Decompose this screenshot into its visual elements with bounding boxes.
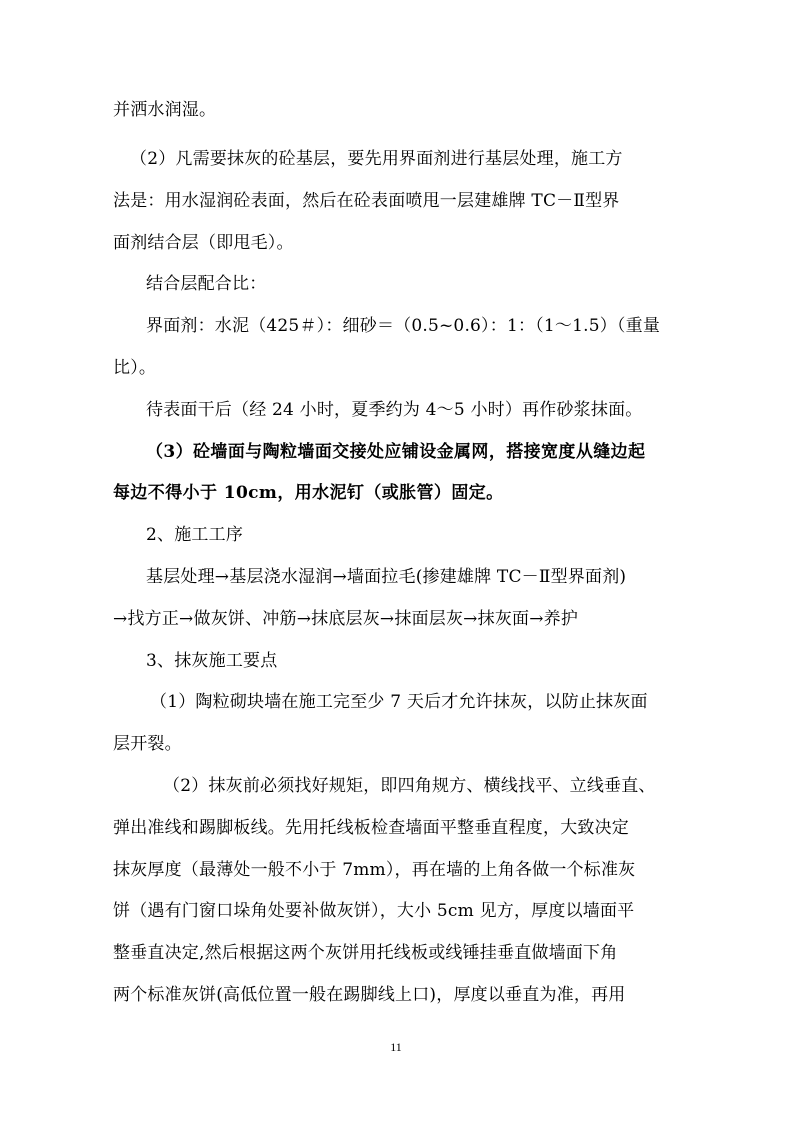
text-line-20: 饼（遇有门窗口垛角处要补做灰饼），大小 5cm 见方，厚度以墙面平 [113, 901, 635, 921]
text-line-13: →找方正→做灰饼、冲筋→抹底层灰→抹面层灰→抹灰面→养护 [113, 609, 579, 629]
text-line-8: 待表面干后（经 24 小时，夏季约为 4～5 小时）再作砂浆抹面。 [146, 400, 643, 420]
text-line-6: 界面剂：水泥（425＃）：细砂＝（0.5~0.6）：1：（1～1.5）（重量 [146, 316, 661, 336]
text-line-3: 法是：用水湿润砼表面，然后在砼表面喷甩一层建雄牌 TC－Ⅱ型界 [113, 191, 620, 211]
text-line-5: 结合层配合比： [146, 274, 267, 294]
text-line-11-heading: 2、施工工序 [146, 525, 244, 545]
text-line-1: 并洒水润湿。 [113, 100, 217, 120]
text-line-16: 层开裂。 [113, 734, 182, 754]
text-line-9-bold: （3）砼墙面与陶粒墙面交接处应铺设金属网，搭接宽度从缝边起 [146, 442, 646, 462]
text-line-21: 整垂直决定,然后根据这两个灰饼用托线板或线锤挂垂直做墙面下角 [113, 943, 618, 963]
page-number: 11 [390, 1040, 402, 1054]
text-line-15: （1）陶粒砌块墙在施工完至少 7 天后才允许抹灰，以防止抹灰面 [150, 692, 648, 712]
text-line-18: 弹出准线和踢脚板线。先用托线板检查墙面平整垂直程度，大致决定 [113, 818, 629, 838]
text-line-12: 基层处理→基层浇水湿润→墙面拉毛(掺建雄牌 TC－Ⅱ型界面剂) [146, 567, 627, 587]
text-line-19: 抹灰厚度（最薄处一般不小于 7mm），再在墙的上角各做一个标准灰 [113, 860, 636, 880]
text-line-22: 两个标准灰饼(高低位置一般在踢脚线上口)，厚度以垂直为准，再用 [113, 985, 626, 1005]
text-line-17: （2）抹灰前必须找好规矩，即四角规方、横线找平、立线垂直、 [163, 776, 656, 796]
text-line-2: （2）凡需要抹灰的砼基层，要先用界面剂进行基层处理，施工方 [130, 149, 623, 169]
text-line-14-heading: 3、抹灰施工要点 [146, 651, 278, 671]
text-line-4: 面剂结合层（即甩毛）。 [113, 233, 294, 253]
text-line-10-bold: 每边不得小于 10cm，用水泥钉（或胀管）固定。 [113, 483, 504, 503]
text-line-7: 比）。 [113, 358, 157, 378]
